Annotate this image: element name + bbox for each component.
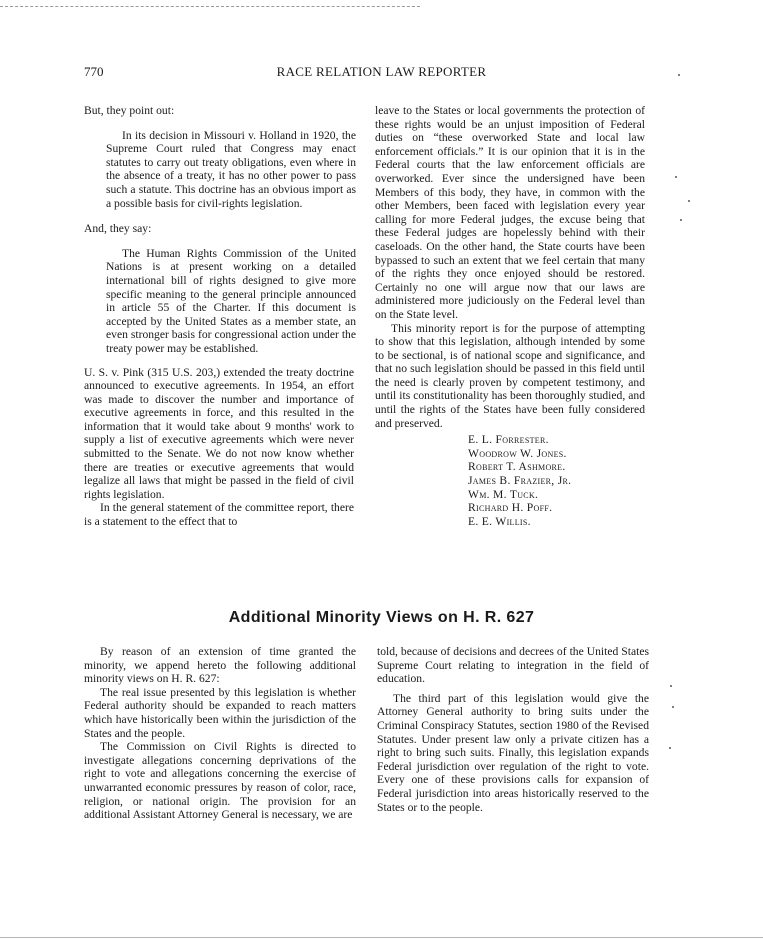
upper-right-column (375, 104, 645, 528)
body-paragraph: The real issue presented by this legislation is whether Federal authority should be expanded to reach matters which have historically been within the jurisdiction of the States and the people. (84, 685, 356, 740)
signer-name: E. L. Forrester. (468, 433, 549, 447)
signer-name: James B. Frazier, Jr. (468, 474, 572, 488)
running-head (0, 64, 763, 84)
body-paragraph: The third part of this legislation would give the Attorney General authority to bring suits under the Criminal Conspiracy Statutes, section 1980 of the Revised Statutes. Under present law only a private citizen has a right to bring such suits. Finally, this legislation expands Federal jurisdiction over regulation of the right to vote. Every one of these provisions calls for expansion of Federal jurisdiction into areas historically reserved to the States or to the people. (377, 691, 649, 814)
body-paragraph: The Commission on Civil Rights is directed to investigate allegations concerning deprivations of the right to vote and allegations concerning the exercise of unwarranted economic pressures by reason of color, race, religion, or national origin. The provision for an additional Assistant Attorney General is necessary, we are (84, 740, 356, 822)
block-quote: In its decision in Missouri v. Holland in 1920, the Supreme Court ruled that Congress may enact statutes to carry out treaty obligations, even where in the absence of a treaty, it has no other power to pass such a statute. This doctrine has an obvious import as a possible basis for civil-rights legislation. (106, 128, 356, 210)
signer-name: Richard H. Poff. (468, 501, 553, 515)
block-quote: The Human Rights Commission of the United Nations is at present working on a detailed international bill of rights designed to give more specific meaning to the general principle announced in article 55 of the Charter. If this document is accepted by the United States as a member state, an even stronger basis for congressional action under the treaty power may be established. (106, 246, 356, 355)
intro-line: But, they point out: (84, 104, 175, 117)
lower-left-column (84, 645, 356, 822)
scan-speck (670, 685, 672, 687)
body-paragraph: By reason of an extension of time granted the minority, we append hereto the following additional minority views on H. R. 627: (84, 645, 356, 686)
section-heading: Additional Minority Views on H. R. 627 (228, 609, 535, 626)
body-paragraph: U. S. v. Pink (315 U.S. 203,) extended the treaty doctrine announced to executive agreements. In 1954, an effort was made to discover the number and importance of executive agreements in force, and this resulted in the information that it would take about 9 months' work to supply a list of executive agreements which were never submitted to the Senate. We do not now know whether there are treaties or executive agreements that would legalize all laws that might be passed in the field of civil rights legislation. (84, 365, 354, 501)
lower-right-column (377, 645, 649, 814)
body-paragraph: told, because of decisions and decrees of the United States Supreme Court relating to integration in the field of education. (377, 645, 649, 686)
body-paragraph: In the general statement of the committee report, there is a statement to the effect that to (84, 501, 354, 529)
signer-name: E. E. Willis. (468, 514, 531, 528)
signer-name: Woodrow W. Jones. (468, 446, 567, 460)
scan-speck (669, 747, 671, 749)
journal-title: RACE RELATION LAW REPORTER (276, 64, 487, 79)
body-paragraph: This minority report is for the purpose of attempting to show that this legislation, although intended by some to be sectional, is of national scope and significance, and that no such legislation should be passed in this field until the need is clearly proven by competent testimony, and until its constitutionality has been thoroughly studied, and until the rights of the States have been fully considered and preserved. (375, 321, 645, 430)
top-edge-dashed-line (0, 6, 420, 7)
upper-left-column (84, 104, 354, 529)
scan-speck (678, 74, 680, 76)
scan-speck (688, 200, 690, 202)
page-number: 770 (84, 64, 104, 79)
body-paragraph: leave to the States or local governments the protection of these rights would be an unjust imposition of Federal duties on “these overworked State and local law enforcement officials.” It is our opinion that it is in the Federal courts that the law enforcement officials are overworked. Ever since the undersigned have been Members of this body, they have, in common with the other Members, been faced with legislation every year calling for more Federal judges, the excuse being that these Federal judges are hopelessly behind with their caseloads. On the other hand, the State courts have been bypassed to such an extent that we feel certain that many of the rights they once enjoyed should be restored. Certainly no one will argue now that our laws are administered more judiciously on the Federal level than on the State level. (375, 104, 645, 321)
signer-name: Robert T. Ashmore. (468, 460, 566, 474)
bottom-edge-rule (0, 937, 763, 938)
intro-line: And, they say: (84, 222, 152, 236)
scan-speck (680, 219, 682, 221)
scan-speck (672, 706, 674, 708)
signer-name: Wm. M. Tuck. (468, 487, 539, 501)
signature-block (468, 433, 645, 528)
scan-speck (675, 176, 677, 178)
